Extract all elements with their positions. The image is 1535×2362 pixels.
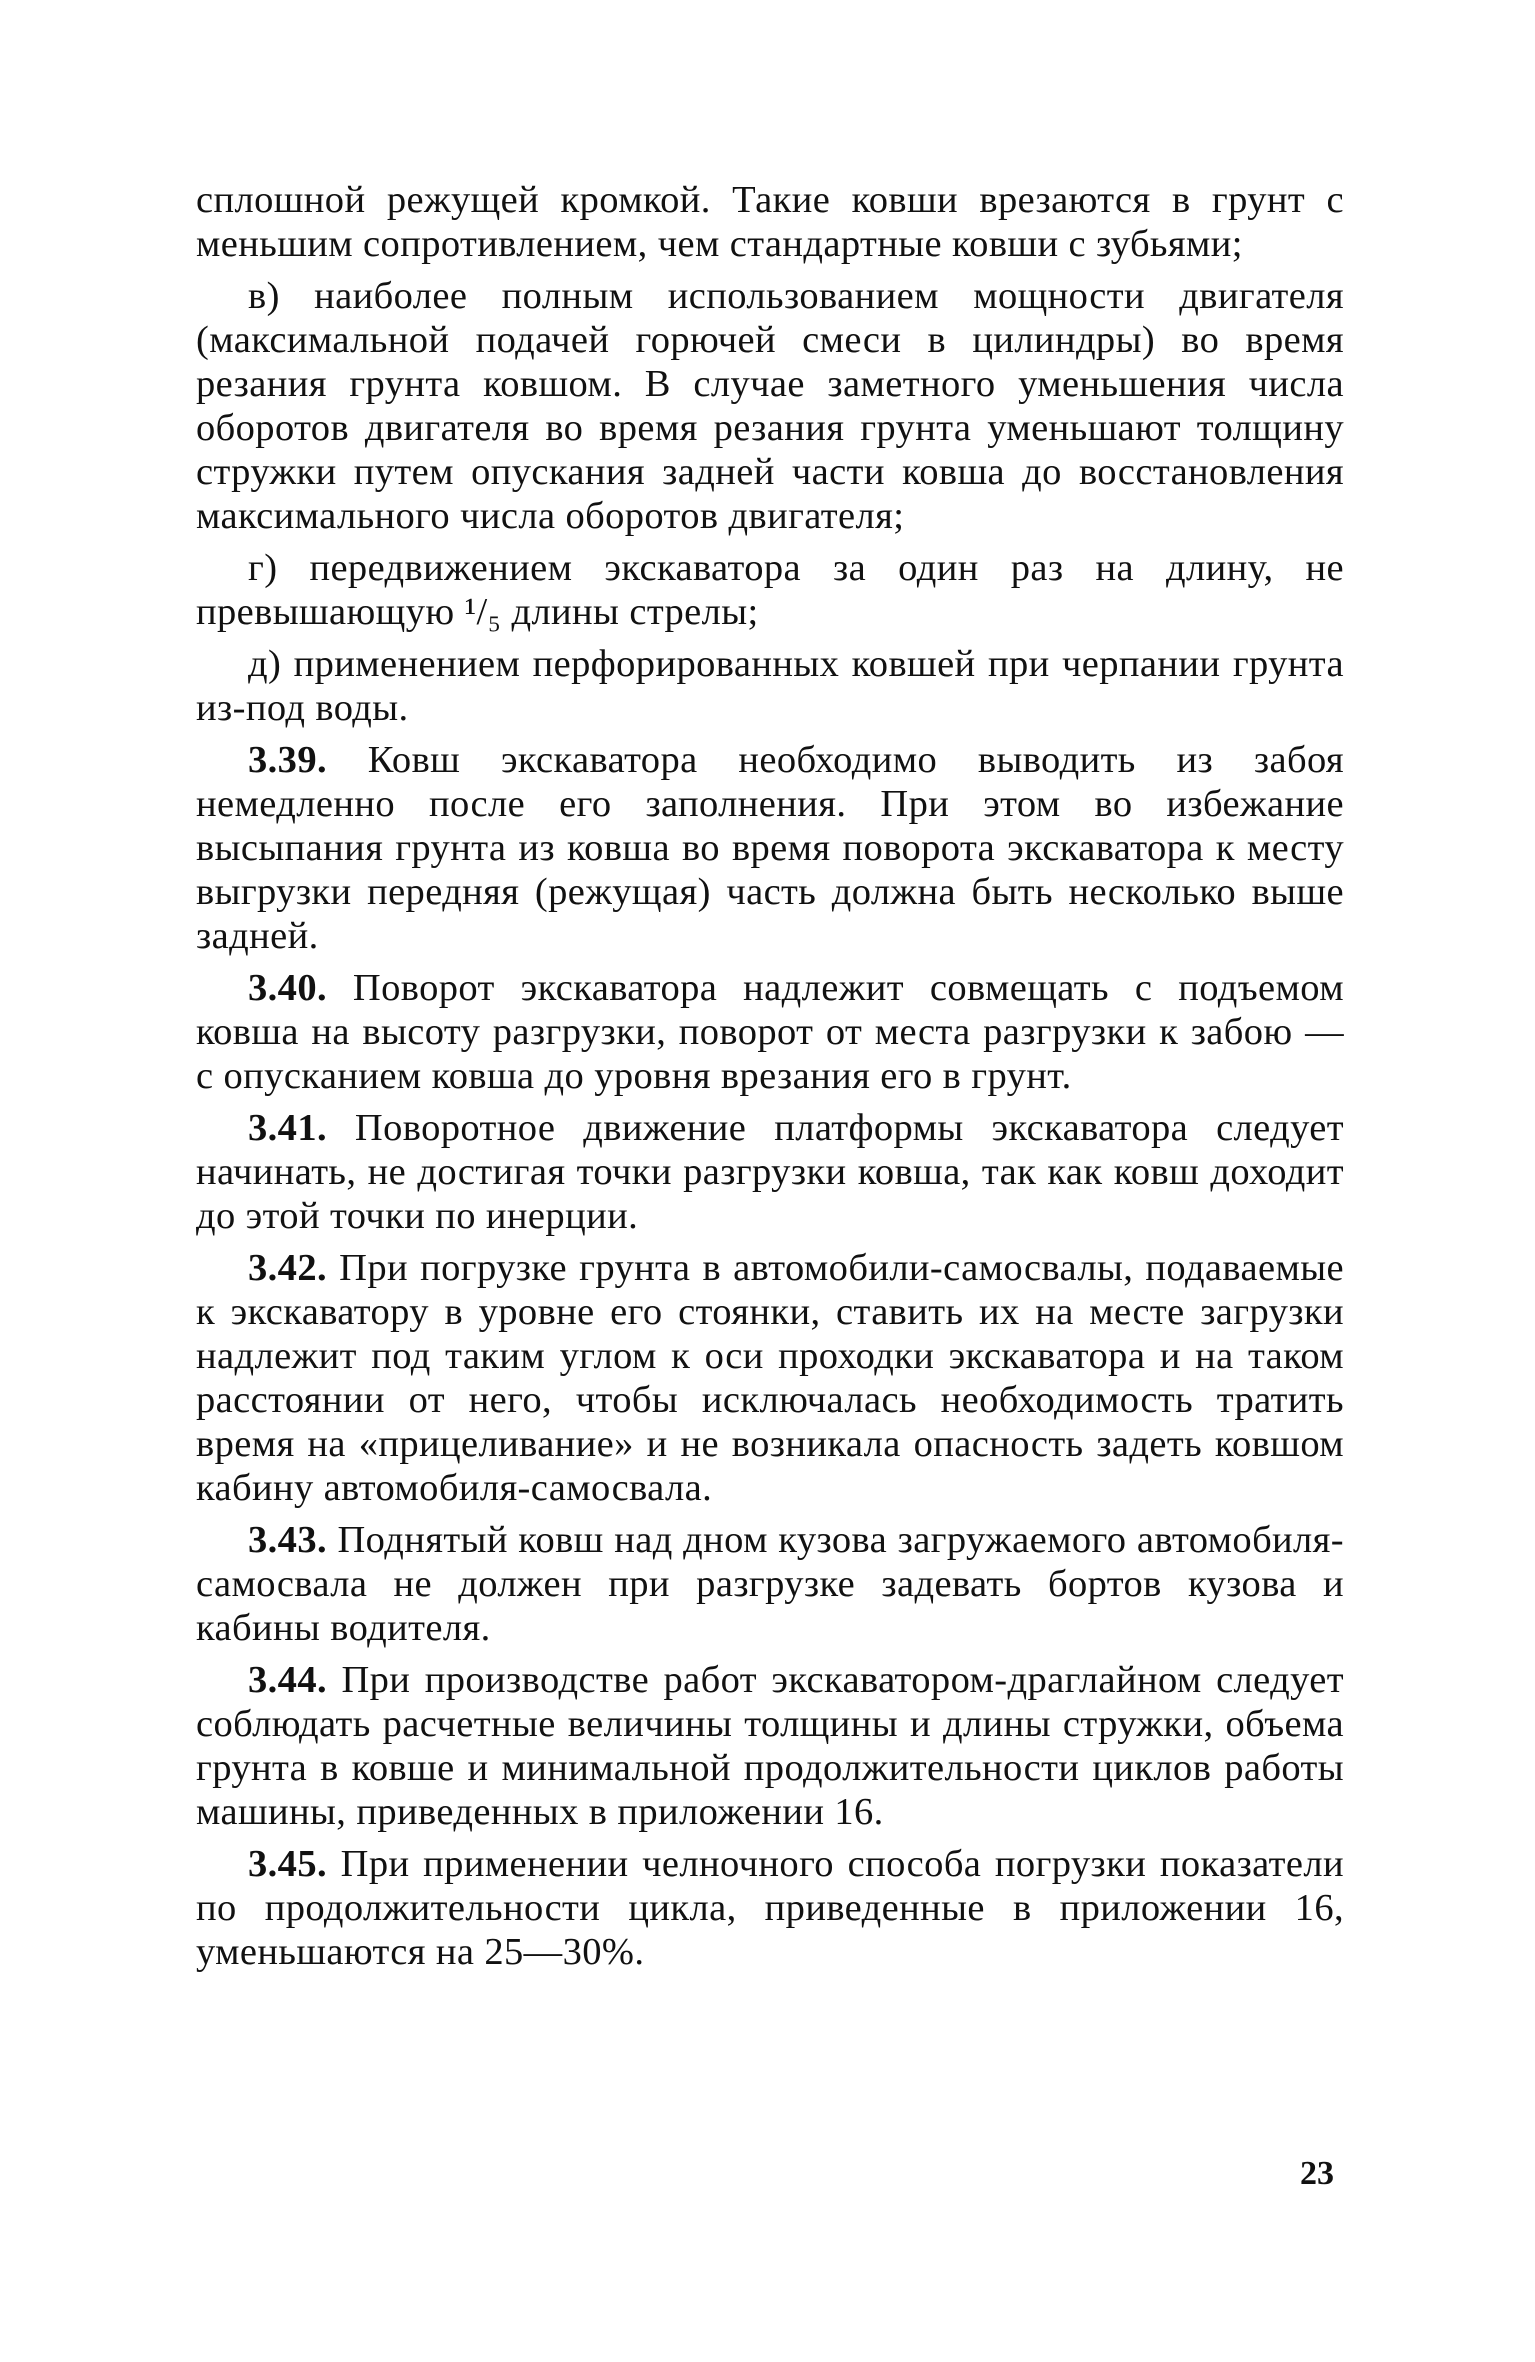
paragraph-text: При погрузке грунта в автомобили-самосвалы, подаваемые к экскаватору в уровне его стоянки, ставить их на месте загрузки надлежит под таким углом к оси проходки экскаватора и на таком расстоянии от него, чтобы исключалась необходимость тратить время на «прицеливание» и не возникала опасность задеть ковшом кабину автомобиля-самосвала. xyxy=(196,1247,1344,1509)
paragraph-text: Поднятый ковш над дном кузова загружаемого автомобиля-самосвала не должен при разгрузке задевать бортов кузова и кабины водителя. xyxy=(196,1519,1344,1649)
clause-number: 3.44. xyxy=(248,1659,327,1701)
clause-number: 3.43. xyxy=(248,1519,327,1561)
paragraph-item-g xyxy=(196,546,1344,634)
paragraph-3-39 xyxy=(196,738,1344,958)
paragraph-3-45 xyxy=(196,1842,1344,1974)
paragraph-text: Ковш экскаватора необходимо выводить из забоя немедленно после его заполнения. При этом во избежание высыпания грунта из ковша во время поворота экскаватора к месту выгрузки передняя (режущая) часть должна быть несколько выше задней. xyxy=(196,739,1344,957)
paragraph-text: в) наиболее полным использованием мощности двигателя (максимальной подачей горючей смеси в цилиндры) во время резания грунта ковшом. В случае заметного уменьшения числа оборотов двигателя во время резания грунта уменьшают толщину стружки путем опускания задней части ковша до восстановления максимального числа оборотов двигателя; xyxy=(196,275,1344,537)
paragraph-continuation xyxy=(196,178,1344,266)
page-body xyxy=(196,178,1344,1974)
paragraph-text: Поворотное движение платформы экскаватора следует начинать, не достигая точки разгрузки ковша, так как ковш доходит до этой точки по инерции. xyxy=(196,1107,1344,1237)
clause-number: 3.45. xyxy=(248,1843,327,1885)
paragraph-text: При производстве работ экскаватором-драглайном следует соблюдать расчетные величины толщины и длины стружки, объема грунта в ковше и минимальной продолжительности циклов работы машины, приведенных в приложении 16. xyxy=(196,1659,1344,1833)
paragraph-3-40 xyxy=(196,966,1344,1098)
page-number: 23 xyxy=(1300,2155,1334,2192)
paragraph-3-41 xyxy=(196,1106,1344,1238)
paragraph-3-44 xyxy=(196,1658,1344,1834)
paragraph-item-v xyxy=(196,274,1344,538)
paragraph-3-43 xyxy=(196,1518,1344,1650)
paragraph-text: Поворот экскаватора надлежит совмещать с подъемом ковша на высоту разгрузки, поворот от места разгрузки к забою — с опусканием ковша до уровня врезания его в грунт. xyxy=(196,967,1344,1097)
paragraph-text: При применении челночного способа погрузки показатели по продолжительности цикла, приведенные в приложении 16, уменьшаются на 25—30%. xyxy=(196,1843,1344,1973)
paragraph-item-d xyxy=(196,642,1344,730)
clause-number: 3.41. xyxy=(248,1107,327,1149)
clause-number: 3.39. xyxy=(248,739,327,781)
paragraph-text: сплошной режущей кромкой. Такие ковши врезаются в грунт с меньшим сопротивлением, чем стандартные ковши с зубьями; xyxy=(196,179,1344,265)
clause-number: 3.42. xyxy=(248,1247,327,1289)
paragraph-3-42 xyxy=(196,1246,1344,1510)
paragraph-text: г) передвижением экскаватора за один раз на длину, не превышающую ¹/₅ длины стрелы; xyxy=(196,547,1344,633)
paragraph-text: д) применением перфорированных ковшей при черпании грунта из-под воды. xyxy=(196,643,1344,729)
clause-number: 3.40. xyxy=(248,967,327,1009)
